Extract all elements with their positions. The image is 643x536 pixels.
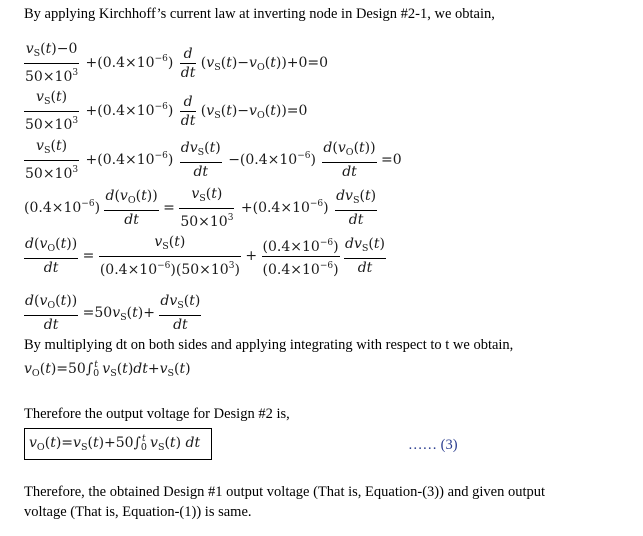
equation-6: $\frac{d(v_O(t))}{dt}$ $=50v_S(t)+$ $\frac{dv_S(t)}{dt}$ [25,293,201,333]
boxed-equation: $v_O(t)=v_S(t)+50\int_0^t$ $v_S(t)$ dt [29,434,201,453]
therefore-text: Therefore the output voltage for Design #2 is, [24,406,290,422]
intro-text: By applying Kirchhoff’s current law at inverting node in Design #2-1, we obtain, [24,6,495,22]
equation-3: $\frac{v_S(t)}{50\times 10^3}$ $+(0.4\times 10^{-6})$ $\frac{dv_S(t)}{dt}$ $-(0.4\times 10^{-6})$ $\frac{d(v_O(t))}{dt}$ =0 [25,138,402,182]
equation-number: …… (3) [408,437,458,453]
conclusion-line-1: Therefore, the obtained Design #1 output voltage (That is, Equation-(3)) and given output [24,484,546,500]
equation-5: $\frac{d(v_O(t))}{dt}$ = $\frac{v_S(t)}{(0.4\times 10^{-6})(50\times 10^3)}$ + $\frac{(0.4\times 10^{-6})}{(0.4\times 10^{-6})}$ $\frac{dv_S(t)}{dt}$ [25,234,385,278]
equation-7: $v_O(t)=50\int_0^t$ $v_S(t)dt+v_S(t)$ [24,360,191,379]
conclusion-line-2: voltage (That is, Equation-(1)) is same. [24,504,252,520]
equation-1: $\frac{v_S(t)-0}{50\times 10^3}$ $+(0.4\times 10^{-6})$ $\frac{d}{dt}$ $(v_S(t)-v_O(t))+0=0$ [25,41,329,85]
boxed-result [24,428,212,460]
equation-2: $\frac{v_S(t)}{50\times 10^3}$ $+(0.4\times 10^{-6})$ $\frac{d}{dt}$ $(v_S(t)-v_O(t))=0$ [25,89,308,133]
equation-4: $(0.4\times 10^{-6})$ $\frac{d(v_O(t))}{dt}$ = $\frac{v_S(t)}{50\times 10^3}$ $+(0.4\times 10^{-6})$ $\frac{dv_S(t)}{dt}$ [24,186,377,230]
multiply-text: By multiplying dt on both sides and applying integrating with respect to t we obtain, [24,337,514,353]
